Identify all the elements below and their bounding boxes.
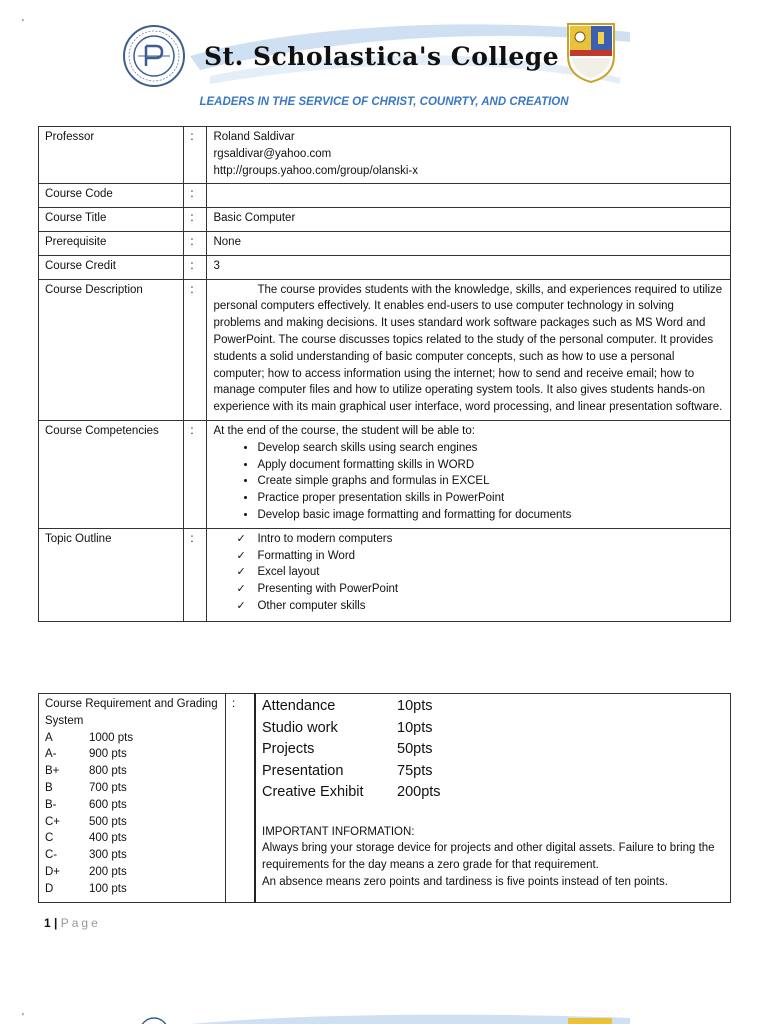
grade-letter: D [45, 882, 54, 895]
grade-letter: B- [45, 798, 57, 811]
prerequisite-label: Prerequisite [39, 231, 184, 255]
requirement-row [262, 761, 724, 783]
grading-label: Course Requirement and Grading System [45, 698, 218, 727]
grade-points: 700 pts [89, 781, 127, 794]
document-header [0, 0, 768, 120]
grade-letter: B [45, 781, 53, 794]
check-icon: ✓ [236, 532, 246, 545]
grade-row [45, 730, 219, 747]
page-label: Page [60, 916, 101, 930]
row-course-code [39, 184, 731, 208]
grade-points: 400 pts [89, 832, 127, 845]
grading-colon: : [226, 694, 256, 903]
grading-table [38, 693, 731, 903]
next-page-header-fragment [0, 1010, 768, 1024]
grade-points: 1000 pts [89, 731, 134, 744]
requirement-row [262, 718, 724, 740]
course-code-label: Course Code [39, 184, 184, 208]
list-item [236, 598, 724, 615]
course-credit-label: Course Credit [39, 255, 184, 279]
grading-scale-cell [39, 694, 226, 903]
college-name: St. Scholastica's College [204, 42, 560, 71]
list-item: • Develop search skills using search engines [257, 440, 724, 457]
course-info-table [38, 126, 731, 622]
requirements-cell [255, 694, 731, 903]
grade-row [45, 780, 219, 797]
corner-mark: ' [22, 1012, 24, 1023]
requirement-points: 200pts [397, 784, 441, 800]
professor-email: rgsaldivar@yahoo.com [213, 147, 332, 160]
course-competencies-colon: : [184, 420, 207, 528]
grade-row [45, 814, 219, 831]
page-number: 1 [44, 916, 51, 930]
grade-points: 200 pts [89, 865, 127, 878]
professor-label: Professor [39, 127, 184, 184]
grade-row [45, 746, 219, 763]
requirement-row [262, 782, 724, 804]
topic-outline-colon: : [184, 528, 207, 621]
course-title-label: Course Title [39, 208, 184, 232]
professor-group-url: http://groups.yahoo.com/group/olanski-x [213, 164, 419, 177]
course-description-value: The course provides students with the knowledge, skills, and experiences required to utilize personal computers effectively. It enables end-users to use computer technology in solving problems and making decisions. It uses standard work software packages such as MS Word and PowerPoint. The course discusses topics related to the study of the personal computer. It provides students a solid understanding of basic computer concepts, such as how to use a personal computer; how to access information using the internet; how to send and receive email; how to manage computer files and how to utilize operating system tools. It also gives students hands-on experience with its main graphical user interface, word processing, and linear presentation software. [207, 279, 731, 420]
grade-points: 600 pts [89, 798, 127, 811]
list-item: • Develop basic image formatting and formatting for documents [257, 507, 724, 524]
requirement-points: 10pts [397, 719, 433, 736]
row-prerequisite [39, 231, 731, 255]
requirement-points: 50pts [397, 741, 433, 757]
check-icon: ✓ [236, 566, 246, 579]
grade-letter: C+ [45, 815, 61, 828]
course-competencies-label: Course Competencies [39, 420, 184, 528]
topic-outline-value [207, 528, 731, 621]
college-crest-logo [566, 22, 616, 84]
requirement-name: Studio work [262, 719, 338, 736]
row-topic-outline [39, 528, 731, 621]
page-footer [44, 916, 101, 930]
competencies-intro: At the end of the course, the student will be able to: [213, 424, 475, 437]
check-icon: ✓ [236, 583, 246, 596]
requirement-row [262, 696, 724, 718]
important-info-line: Always bring your storage device for projects and other digital assets. Failure to bring the requirements for the day means a zero grade for that requirement. [262, 842, 715, 872]
topic-outline-label: Topic Outline [39, 528, 184, 621]
professor-colon: : [184, 127, 207, 184]
grade-letter: B+ [45, 765, 60, 778]
grade-row [45, 847, 219, 864]
row-course-credit [39, 255, 731, 279]
course-description-colon: : [184, 279, 207, 420]
grade-points: 100 pts [89, 882, 127, 895]
topic-list [213, 531, 724, 615]
grade-letter: A [45, 731, 53, 744]
grade-letter: C- [45, 849, 58, 862]
list-item: • Practice proper presentation skills in PowerPoint [257, 490, 724, 507]
list-item [236, 531, 724, 548]
requirement-name: Projects [262, 741, 315, 757]
topic-text: Other computer skills [257, 599, 366, 612]
competencies-list [213, 440, 724, 524]
requirement-points: 75pts [397, 762, 433, 779]
topic-text: Formatting in Word [257, 549, 356, 562]
course-competencies-value [207, 420, 731, 528]
topic-text: Intro to modern computers [257, 532, 393, 545]
list-item: • Apply document formatting skills in WORD [257, 457, 724, 474]
grade-row [45, 797, 219, 814]
college-motto: LEADERS IN THE SERVICE OF CHRIST, COUNRTY, AND CREATION [199, 96, 569, 108]
requirement-points: 10pts [397, 698, 433, 714]
row-course-competencies [39, 420, 731, 528]
grade-row [45, 763, 219, 780]
requirement-name: Creative Exhibit [262, 784, 364, 800]
check-icon: ✓ [236, 599, 246, 612]
course-description-label: Course Description [39, 279, 184, 420]
course-title-colon: : [184, 208, 207, 232]
professor-name: Roland Saldivar [213, 131, 295, 143]
list-item [236, 564, 724, 581]
course-credit-colon: : [184, 255, 207, 279]
grade-points: 800 pts [89, 765, 127, 778]
next-page-swoosh [0, 1010, 768, 1024]
grade-letter: D+ [45, 865, 61, 878]
course-credit-value: 3 [207, 255, 731, 279]
list-item [236, 581, 724, 598]
row-professor [39, 127, 731, 184]
list-item [236, 548, 724, 565]
grade-points: 500 pts [89, 815, 127, 828]
prerequisite-value: None [207, 231, 731, 255]
course-title-value: Basic Computer [207, 208, 731, 232]
prerequisite-colon: : [184, 231, 207, 255]
list-item: • Create simple graphs and formulas in EXCEL [257, 473, 724, 490]
course-code-value [207, 184, 731, 208]
requirement-name: Attendance [262, 698, 336, 714]
grade-points: 300 pts [89, 849, 127, 862]
row-grading [39, 694, 731, 903]
college-seal-logo [122, 24, 186, 88]
page-separator: | [54, 916, 58, 930]
grade-row [45, 881, 219, 898]
topic-text: Excel layout [257, 566, 320, 579]
important-info-line: An absence means zero points and tardiness is five points instead of ten points. [262, 875, 668, 888]
topic-text: Presenting with PowerPoint [257, 583, 399, 596]
professor-value [207, 127, 731, 184]
grade-row [45, 830, 219, 847]
requirement-name: Presentation [262, 762, 344, 779]
grade-row [45, 864, 219, 881]
grade-points: 900 pts [89, 748, 127, 761]
grade-letter: C [45, 832, 54, 845]
check-icon: ✓ [236, 549, 246, 562]
row-course-title [39, 208, 731, 232]
important-info-heading: IMPORTANT INFORMATION: [262, 825, 415, 838]
course-code-colon: : [184, 184, 207, 208]
corner-mark: ' [22, 18, 24, 29]
row-course-description [39, 279, 731, 420]
grade-letter: A- [45, 748, 57, 761]
requirement-row [262, 739, 724, 761]
